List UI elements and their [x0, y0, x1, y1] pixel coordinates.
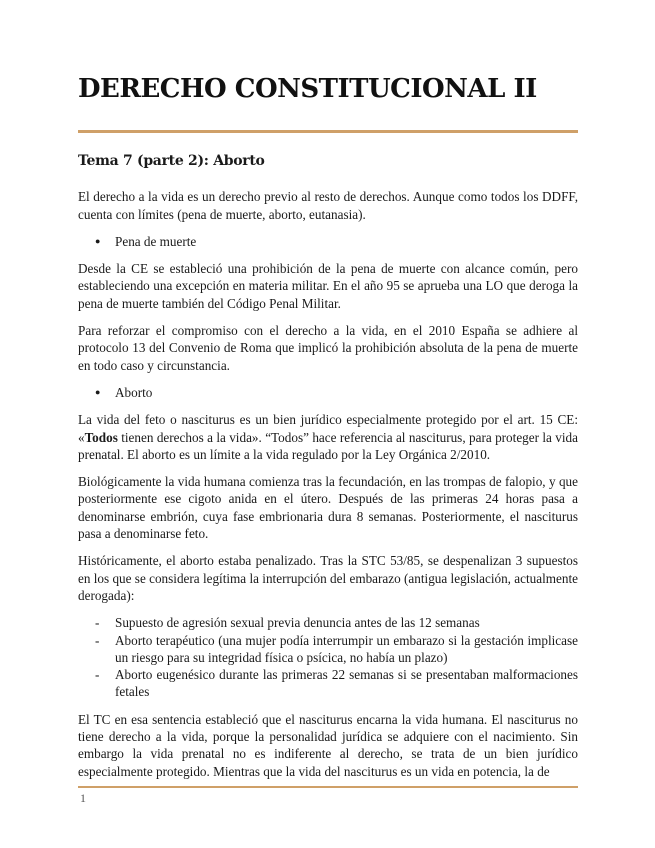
- document-body: [78, 153, 578, 790]
- supuesto-item: - Aborto terapéutico (una mujer podía interrumpir un embarazo si la gestación implicase un riesgo para su integridad física o psícica, no había un plazo): [78, 632, 578, 667]
- paragraph-biologia: Biológicamente la vida humana comienza tras la fecundación, en las trompas de falopio, y que posteriormente ese cigoto anida en el útero. Después de las primeras 24 horas pasa a denominarse embrión, cuya fase embrionaria dura 8 semanas. Posteriormente, el nasciturus pasa a denominarse feto.: [78, 474, 578, 542]
- nasciturus-bold-todos: Todos: [84, 429, 118, 445]
- document-title: DERECHO CONSTITUCIONAL II: [78, 74, 537, 104]
- bullet-pena-de-muerte: ● Pena de muerte: [78, 233, 578, 250]
- paragraph-protocolo-13: Para reforzar el compromiso con el derecho a la vida, en el 2010 España se adhiere al protocolo 13 del Convenio de Roma que implicó la prohibición absoluta de la pena de muerte en todo caso y circunstancia.: [78, 323, 578, 373]
- section-heading: Tema 7 (parte 2): Aborto: [78, 153, 265, 169]
- nasciturus-text-b: tienen derechos a la vida». “Todos” hace referencia al nasciturus, para proteger la vida prenatal. El aborto es un límite a la vida regulado por la Ley Orgánica 2/2010.: [78, 429, 578, 462]
- nasciturus-text-a: La vida del feto o nasciturus es un bien jurídico especialmente protegido por el art. 15 CE: «: [78, 412, 578, 445]
- page-number: 1: [80, 791, 86, 805]
- paragraph-tc-sentencia: El TC en esa sentencia estableció que el nasciturus encarna la vida humana. El nasciturus no tiene derecho a la vida, porque la personalidad jurídica se adquiere con el nacimiento. Sin embargo la vida prenatal no es indiferente al derecho, se trata de un bien jurídico especialmente protegido. Mientras que la vida del nasciturus es un vida en potencia, la de: [78, 711, 578, 779]
- bullet-aborto: ● Aborto: [78, 384, 578, 401]
- title-divider: [78, 130, 578, 133]
- bullet-list-aborto: [78, 384, 578, 401]
- supuesto-item: - Supuesto de agresión sexual previa denuncia antes de las 12 semanas: [78, 614, 578, 631]
- supuestos-list: [78, 614, 578, 700]
- bullet-list-pena: [78, 233, 578, 250]
- paragraph-prohibicion-pena: Desde la CE se estableció una prohibición de la pena de muerte con alcance común, pero estableciendo una excepción en materia militar. En el año 95 se aprueba una LO que deroga la pena de muerte también del Código Penal Militar.: [78, 261, 578, 311]
- paragraph-nasciturus: [78, 411, 578, 463]
- paragraph-historia: Históricamente, el aborto estaba penalizado. Tras la STC 53/85, se despenalizan 3 supuestos en los que se considera legítima la interrupción del embarazo (antigua legislación, actualmente derogada):: [78, 553, 578, 603]
- footer-divider: [78, 786, 578, 788]
- supuesto-item: - Aborto eugenésico durante las primeras 22 semanas si se presentaban malformaciones fetales: [78, 666, 578, 701]
- paragraph-derecho-vida: El derecho a la vida es un derecho previo al resto de derechos. Aunque como todos los DDFF, cuenta con límites (pena de muerte, aborto, eutanasia).: [78, 189, 578, 222]
